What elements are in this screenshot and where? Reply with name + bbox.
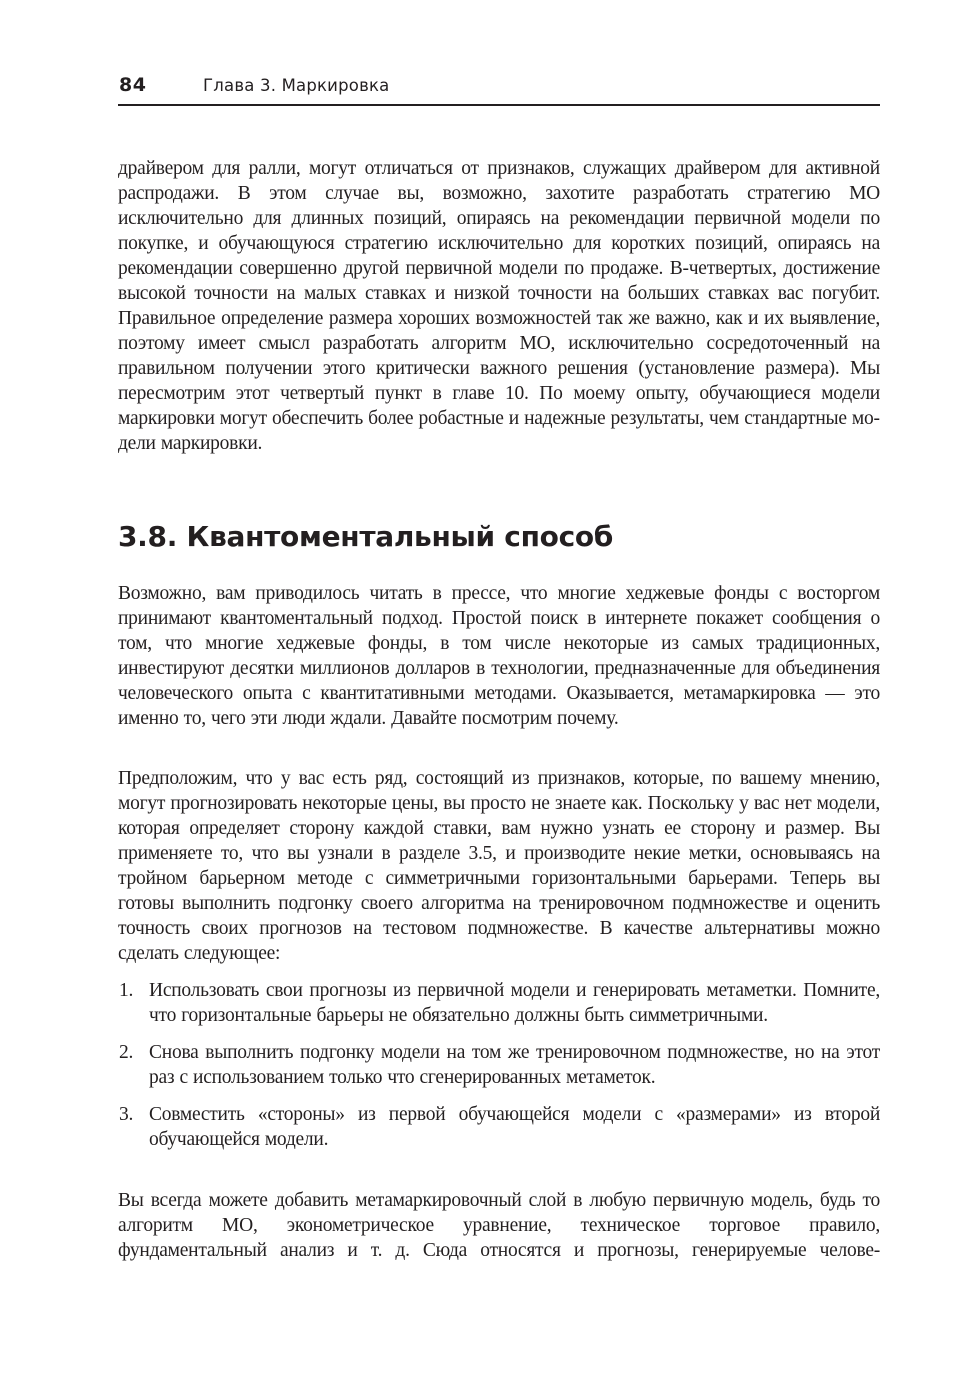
list-item-number: 2. (119, 1042, 134, 1063)
paragraph-intro: Возможно, вам приводилось читать в прессе, что многие хеджевые фонды с восторгом принимают квантоментальный подход. Простой поиск в интернете покажет сообщения о том, что многие хеджевые фонды, в том числе некоторые из самых традиционных, инвестируют десятки миллионов долларов в технологии, предназначенные для объединения человеческого опыта с квантитативными методами. Оказывается, метамаркировка — это именно то, чего эти люди ждали. Давайте посмотрим почему. (118, 583, 880, 729)
section-heading: 3.8. Квантоментальный способ (118, 520, 614, 553)
list-item-text: Совместить «стороны» из первой обучающейся модели с «размерами» из второй обучающейся модели. (149, 1104, 880, 1150)
list-item (118, 978, 880, 1028)
page-number: 84 (119, 74, 147, 96)
paragraph-suppose: Предположим, что у вас есть ряд, состоящий из признаков, которые, по вашему мнению, могут прогнозировать некоторые цены, вы просто не знаете как. Поскольку у вас нет модели, которая определяет сторону каждой ставки, вам нужно узнать ее сторону и размер. Вы применяете то, что вы узнали в разделе 3.5, и производите некие метки, основываясь на тройном барьерном методе с симметричными горизонтальными барьерами. Теперь вы готовы выполнить подгонку своего алгоритма на тренировочном подмножестве и оценить точность своих прогнозов на тестовом подмножестве. В качестве альтернативы можно сделать следующее: (118, 768, 880, 964)
paragraph-always: Вы всегда можете добавить метамаркировочный слой в любую первичную модель, будь то алгоритм МО, эконометрическое уравнение, техническое торговое правило, фундаментальный анализ и т. д. Сюда относятся и прогнозы, генерируемые челове- (118, 1190, 880, 1261)
list-item (118, 1040, 880, 1090)
list-item-number: 1. (119, 980, 134, 1001)
list-item-number: 3. (119, 1104, 134, 1125)
paragraph-continued: драйвером для ралли, могут отличаться от признаков, служащих драйвером для активной распродажи. В этом случае вы, возможно, захотите разработать стратегию МО исключительно для длинных позиций, опираясь на рекомендации первичной модели по покупке, и обучающуюся стратегию исключительно для коротких позиций, опираясь на рекомендации совершенно другой первичной модели по продаже. В-четвертых, достижение высокой точности на малых ставках и низкой точности на больших ставках вас погубит. Правильное определение размера хороших возможностей так же важно, как и их выявление, поэтому имеет смысл разработать алгоритм МО, исключительно сосредоточенный на правильном получении этого критически важного решения (установление размера). Мы пересмотрим этот четвертый пункт в главе 10. По моему опыту, обучающиеся модели маркировки могут обеспечить более робастные и надежные результаты, чем стандартные модели маркировки. (118, 158, 880, 454)
chapter-title: Глава 3. Маркировка (203, 76, 390, 95)
steps-list (118, 978, 880, 1164)
running-head (118, 74, 880, 106)
list-item-text: Использовать свои прогнозы из первичной модели и генерировать метаметки. Помните, что горизонтальные барьеры не обязательно должны быть симметричными. (149, 980, 880, 1026)
list-item (118, 1102, 880, 1152)
list-item-text: Снова выполнить подгонку модели на том же тренировочном подмножестве, но на этот раз с использованием только что сгенерированных метаметок. (149, 1042, 880, 1088)
